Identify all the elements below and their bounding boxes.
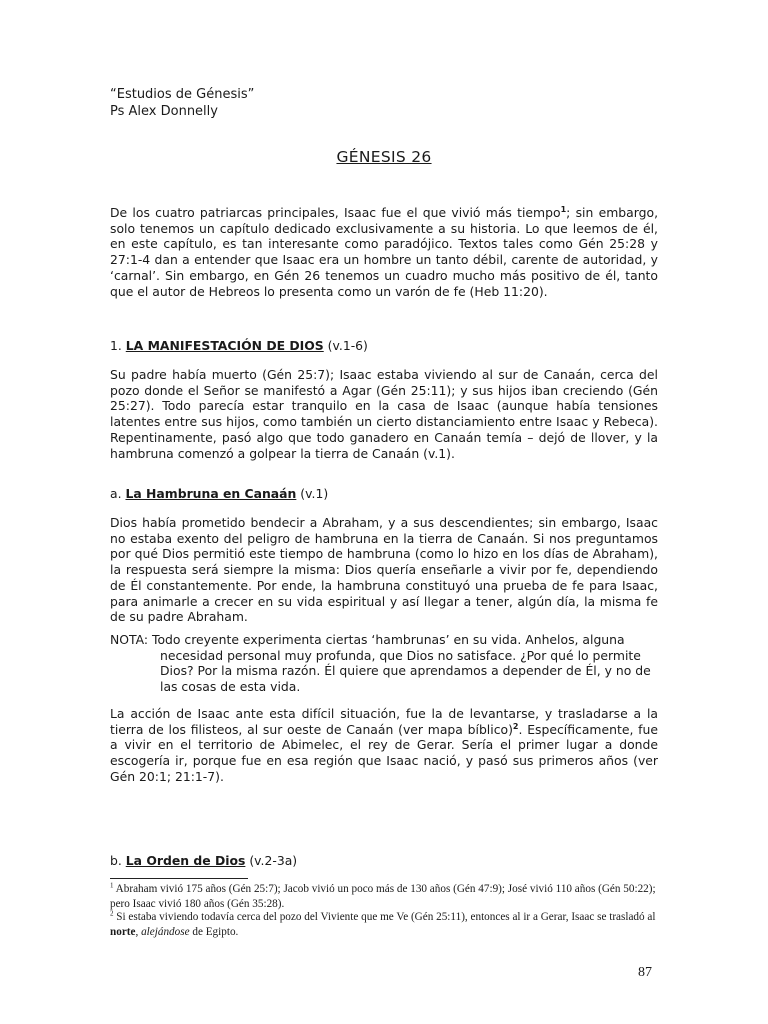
section-1-heading: 1. LA MANIFESTACIÓN DE DIOS (v.1-6): [110, 338, 368, 353]
footnote-divider: [110, 878, 248, 879]
subsection-b-heading: b. La Orden de Dios (v.2-3a): [110, 853, 298, 868]
section-1-paragraph: Su padre había muerto (Gén 25:7); Isaac estaba viviendo al sur de Canaán, cerca del pozo donde el Señor se manifestó a Agar (Gén 25:11); y sus hijos iban creciendo (Gén 25:27). Todo parecía estar tranquilo en la casa de Isaac (aunque había tensiones latentes entre sus hijos, como también un cierto distanciamiento entre Isaac y Rebeca). Repentinamente, pasó algo que todo ganadero en Canaán temía – dejó de llover, y la hambruna comenzó a golpear la tierra de Canaán (v.1).: [110, 367, 658, 461]
footnote-ref-2[interactable]: 2: [512, 721, 519, 731]
footnote-1: $^1$ Abraham vivió 175 años (Gén 25:7); Jacob vivió un poco más de 130 años (Gén 47:9); José vivió 110 años (Gén 50:22); pero Isaac vivió 180 años (Gén 35:28).: [110, 881, 656, 910]
intro-paragraph: De los cuatro patriarcas principales, Isaac fue el que vivió más tiempo$^1$; sin embargo, solo tenemos un capítulo dedicado exclusivamente a su historia. Lo que leemos de él, en este capítulo, es tan interesante como paradójico. Textos tales como Gén 25:28 y 27:1-4 dan a entender que Isaac era un hombre un tanto débil, carente de autoridad, y ‘carnal’. Sin embargo, en Gén 26 tenemos un cuadro mucho más positivo de él, tanto que el autor de Hebreos lo presenta como un varón de fe (Heb 11:20).: [110, 204, 659, 299]
series-title: “Estudios de Génesis”: [110, 87, 255, 102]
footnote-ref-1[interactable]: 1: [560, 204, 567, 214]
chapter-title: GÉNESIS 26: [336, 148, 432, 166]
page-number: 87: [638, 965, 652, 980]
footnote-2: $^2$ Si estaba viviendo todavía cerca del pozo del Viviente que me Ve (Gén 25:11), entonces al ir a Gerar, Isaac se trasladó al norte, alejándose de Egipto.: [110, 909, 656, 938]
author-name: Ps Alex Donnelly: [110, 104, 218, 119]
note-block: NOTA: Todo creyente experimenta ciertas ‘hambrunas’ en su vida. Anhelos, alguna necesidad personal muy profunda, que Dios no satisface. ¿Por qué lo permite Dios? Por la misma razón. Él quiere que aprendamos a depender de Él, y no de las cosas de esta vida.: [110, 632, 651, 695]
subsection-a-paragraph: Dios había prometido bendecir a Abraham, y a sus descendientes; sin embargo, Isaac no estaba exento del peligro de hambruna en la tierra de Canaán. Si nos preguntamos por qué Dios permitió este tiempo de hambruna (como lo hizo en los días de Abraham), la respuesta será siempre la misma: Dios quería enseñarle a vivir por fe, dependiendo de Él constantemente. Por ende, la hambruna constituyó una prueba de fe para Isaac, para animarle a crecer en su vida espiritual y así llegar a tener, algún día, la misma fe de su padre Abraham.: [110, 515, 658, 625]
subsection-a-heading: a. La Hambruna en Canaán (v.1): [110, 486, 329, 501]
subsection-a-paragraph-2: La acción de Isaac ante esta difícil situación, fue la de levantarse, y trasladarse a la tierra de los filisteos, al sur oeste de Canaán (ver mapa bíblico)$^2$. Específicamente, fue a vivir en el territorio de Abimelec, el rey de Gerar. Sería el primer lugar a donde escogería ir, porque fue en esa región que Isaac nació, y pasó sus primeros años (ver Gén 20:1; 21:1-7).: [110, 706, 659, 784]
